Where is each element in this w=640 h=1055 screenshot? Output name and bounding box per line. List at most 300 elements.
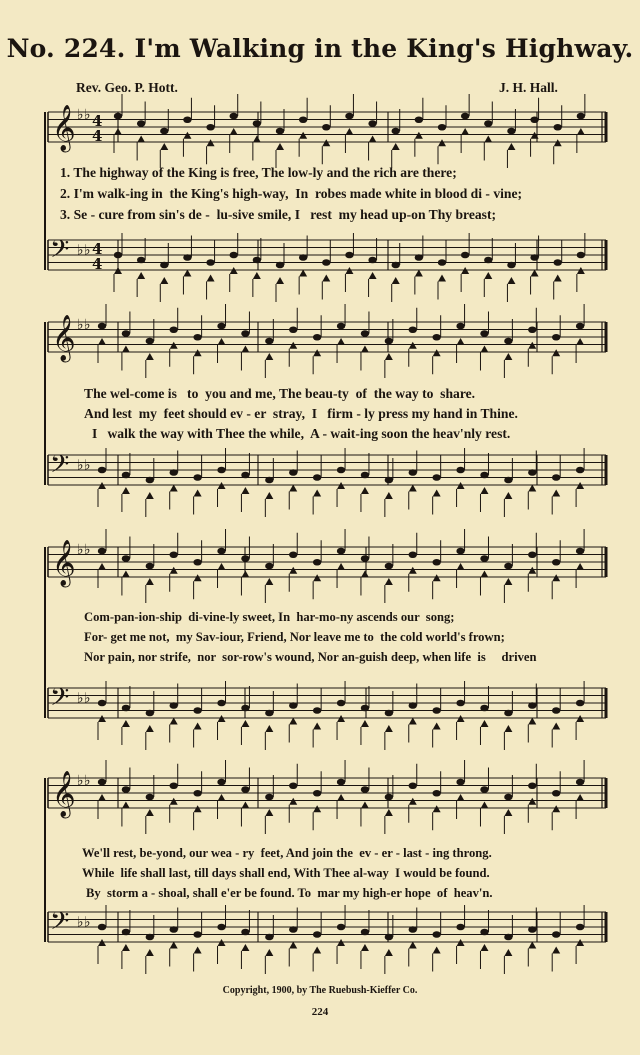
note-head bbox=[576, 779, 584, 786]
flat-icon: ♭ bbox=[84, 106, 91, 123]
note-head bbox=[457, 794, 465, 801]
note-head bbox=[480, 929, 488, 936]
note-head bbox=[504, 353, 512, 360]
treble-clef-icon: 𝄞 bbox=[52, 540, 76, 586]
note-head bbox=[337, 467, 345, 474]
note-head bbox=[146, 725, 154, 732]
note-head bbox=[122, 487, 130, 494]
note-head bbox=[265, 710, 273, 717]
note-head bbox=[480, 472, 488, 479]
note-head bbox=[299, 132, 307, 139]
lyric-line: By storm a - shoal, shall e'er be found. To mar my high-er hope of heav'n. bbox=[86, 886, 493, 900]
note-head bbox=[193, 334, 201, 341]
note-head bbox=[170, 926, 178, 933]
note-head bbox=[146, 338, 154, 345]
lyric-line: We'll rest, be-yond, our wea - ry feet, And join the ev - er - last - ing throng. bbox=[82, 846, 492, 860]
note-head bbox=[433, 574, 441, 581]
note-head bbox=[265, 492, 273, 499]
note-head bbox=[552, 559, 560, 566]
note-head bbox=[160, 128, 168, 135]
note-head bbox=[299, 116, 307, 123]
note-head bbox=[289, 326, 297, 333]
note-head bbox=[146, 492, 154, 499]
note-head bbox=[480, 330, 488, 337]
note-head bbox=[146, 949, 154, 956]
note-head bbox=[122, 555, 130, 562]
note-head bbox=[207, 139, 215, 146]
flat-icon: ♭ bbox=[84, 242, 91, 259]
note-head bbox=[241, 705, 249, 712]
note-head bbox=[276, 277, 284, 284]
note-head bbox=[409, 798, 417, 805]
note-head bbox=[137, 257, 145, 264]
bass-clef-icon: 𝄢 bbox=[50, 450, 70, 485]
note-head bbox=[361, 472, 369, 479]
note-head bbox=[576, 338, 584, 345]
note-head bbox=[409, 926, 417, 933]
note-head bbox=[385, 949, 393, 956]
treble-clef-icon: 𝄞 bbox=[52, 771, 76, 817]
note-head bbox=[265, 353, 273, 360]
note-head bbox=[530, 254, 538, 261]
bass-clef-icon: 𝄢 bbox=[50, 235, 70, 270]
note-head bbox=[122, 346, 130, 353]
flat-icon: ♭ bbox=[77, 457, 84, 474]
note-head bbox=[146, 477, 154, 484]
note-head bbox=[456, 323, 464, 330]
note-head bbox=[368, 257, 376, 264]
note-head bbox=[265, 794, 273, 801]
note-head bbox=[241, 487, 249, 494]
note-head bbox=[438, 124, 446, 131]
note-head bbox=[385, 338, 393, 345]
note-head bbox=[409, 469, 417, 476]
flat-icon: ♭ bbox=[77, 242, 84, 259]
hymn-title: No. 224. I'm Walking in the King's Highway. bbox=[6, 34, 634, 63]
note-head bbox=[504, 809, 512, 816]
note-head bbox=[504, 794, 512, 801]
note-head bbox=[438, 259, 446, 266]
note-head bbox=[385, 563, 393, 570]
lyric-line: While life shall last, till days shall end, With Thee al-way I would be found. bbox=[82, 866, 490, 880]
note-head bbox=[433, 723, 441, 730]
note-head bbox=[554, 275, 562, 282]
note-head bbox=[265, 809, 273, 816]
note-head bbox=[289, 469, 297, 476]
treble-clef-icon: 𝄞 bbox=[52, 315, 76, 361]
note-head bbox=[480, 346, 488, 353]
note-head bbox=[409, 326, 417, 333]
note-head bbox=[289, 551, 297, 558]
note-head bbox=[98, 563, 106, 570]
note-head bbox=[392, 262, 400, 269]
note-head bbox=[337, 700, 345, 707]
note-head bbox=[504, 725, 512, 732]
note-head bbox=[193, 474, 201, 481]
note-head bbox=[409, 567, 417, 574]
note-head bbox=[361, 929, 369, 936]
note-head bbox=[361, 802, 369, 809]
note-head bbox=[170, 326, 178, 333]
time-signature: 4 bbox=[92, 112, 103, 130]
note-head bbox=[552, 574, 560, 581]
note-head bbox=[552, 490, 560, 497]
note-head bbox=[361, 944, 369, 951]
note-head bbox=[183, 116, 191, 123]
note-head bbox=[554, 139, 562, 146]
note-head bbox=[552, 474, 560, 481]
note-head bbox=[217, 323, 225, 330]
note-head bbox=[160, 262, 168, 269]
page-number: 224 bbox=[311, 1006, 329, 1018]
note-head bbox=[146, 353, 154, 360]
note-head bbox=[313, 707, 321, 714]
note-head bbox=[361, 786, 369, 793]
flat-icon: ♭ bbox=[84, 541, 91, 558]
note-head bbox=[552, 790, 560, 797]
note-head bbox=[504, 477, 512, 484]
copyright-notice: Copyright, 1900, by The Ruebush-Kieffer Co. bbox=[222, 985, 418, 996]
note-head bbox=[265, 563, 273, 570]
note-head bbox=[289, 782, 297, 789]
note-head bbox=[552, 334, 560, 341]
note-head bbox=[289, 798, 297, 805]
note-head bbox=[313, 490, 321, 497]
treble-clef-icon: 𝄞 bbox=[52, 105, 76, 151]
note-head bbox=[484, 120, 492, 127]
note-head bbox=[504, 934, 512, 941]
note-head bbox=[385, 353, 393, 360]
time-signature: 4 bbox=[92, 127, 103, 145]
note-head bbox=[480, 786, 488, 793]
note-head bbox=[361, 330, 369, 337]
note-head bbox=[183, 254, 191, 261]
flat-icon: ♭ bbox=[77, 690, 84, 707]
note-head bbox=[146, 578, 154, 585]
note-head bbox=[265, 477, 273, 484]
note-head bbox=[385, 809, 393, 816]
note-head bbox=[456, 700, 464, 707]
note-head bbox=[276, 128, 284, 135]
note-head bbox=[253, 272, 261, 279]
note-head bbox=[337, 323, 345, 330]
note-head bbox=[433, 349, 441, 356]
note-head bbox=[457, 563, 465, 570]
note-head bbox=[504, 492, 512, 499]
note-head bbox=[322, 139, 330, 146]
note-head bbox=[385, 794, 393, 801]
note-head bbox=[507, 128, 515, 135]
note-head bbox=[98, 779, 106, 786]
note-head bbox=[385, 725, 393, 732]
note-head bbox=[345, 252, 353, 259]
note-head bbox=[361, 555, 369, 562]
note-head bbox=[289, 702, 297, 709]
note-head bbox=[170, 567, 178, 574]
flat-icon: ♭ bbox=[77, 541, 84, 558]
note-head bbox=[576, 794, 584, 801]
note-head bbox=[241, 786, 249, 793]
note-head bbox=[433, 490, 441, 497]
note-head bbox=[361, 346, 369, 353]
lyric-line: 1. The highway of the King is free, The low-ly and the rich are there; bbox=[60, 165, 457, 180]
note-head bbox=[265, 949, 273, 956]
note-head bbox=[577, 113, 585, 120]
note-head bbox=[265, 338, 273, 345]
note-head bbox=[507, 262, 515, 269]
note-head bbox=[345, 113, 353, 120]
note-head bbox=[276, 262, 284, 269]
flat-icon: ♭ bbox=[77, 316, 84, 333]
note-head bbox=[337, 779, 345, 786]
note-head bbox=[456, 924, 464, 931]
note-head bbox=[193, 790, 201, 797]
note-head bbox=[122, 571, 130, 578]
note-head bbox=[265, 578, 273, 585]
lyric-line: 3. Se - cure from sin's de - lu-sive smile, I rest my head up-on Thy breast; bbox=[60, 207, 497, 222]
note-head bbox=[432, 559, 440, 566]
note-head bbox=[528, 551, 536, 558]
note-head bbox=[432, 790, 440, 797]
bass-clef-icon: 𝄢 bbox=[50, 683, 70, 718]
note-head bbox=[137, 272, 145, 279]
note-head bbox=[98, 548, 106, 555]
note-head bbox=[576, 323, 584, 330]
note-head bbox=[484, 257, 492, 264]
note-head bbox=[461, 252, 469, 259]
note-head bbox=[122, 786, 130, 793]
note-head bbox=[114, 252, 122, 259]
note-head bbox=[345, 128, 353, 135]
note-head bbox=[392, 128, 400, 135]
note-head bbox=[313, 947, 321, 954]
note-head bbox=[313, 349, 321, 356]
note-head bbox=[98, 700, 106, 707]
note-head bbox=[576, 700, 584, 707]
note-head bbox=[160, 143, 168, 150]
note-head bbox=[194, 574, 202, 581]
note-head bbox=[361, 571, 369, 578]
note-head bbox=[456, 779, 464, 786]
note-head bbox=[552, 805, 560, 812]
note-head bbox=[461, 128, 469, 135]
note-head bbox=[530, 116, 538, 123]
note-head bbox=[241, 929, 249, 936]
note-head bbox=[438, 275, 446, 282]
flat-icon: ♭ bbox=[77, 106, 84, 123]
note-head bbox=[241, 472, 249, 479]
flat-icon: ♭ bbox=[84, 914, 91, 931]
note-head bbox=[218, 338, 226, 345]
note-head bbox=[528, 567, 536, 574]
lyric-line: 2. I'm walk-ing in the King's high-way, In robes made white in blood di - vine; bbox=[60, 186, 523, 201]
note-head bbox=[170, 469, 178, 476]
note-head bbox=[194, 805, 202, 812]
time-signature: 4 bbox=[92, 240, 103, 258]
note-head bbox=[577, 128, 585, 135]
lyric-line: For- get me not, my Sav-iour, Friend, Nor leave me to the cold world's frown; bbox=[84, 630, 505, 644]
note-head bbox=[415, 116, 423, 123]
note-head bbox=[528, 782, 536, 789]
note-head bbox=[241, 944, 249, 951]
note-head bbox=[193, 707, 201, 714]
note-head bbox=[504, 710, 512, 717]
note-head bbox=[528, 342, 536, 349]
note-head bbox=[122, 802, 130, 809]
note-head bbox=[337, 924, 345, 931]
note-head bbox=[385, 477, 393, 484]
note-head bbox=[241, 346, 249, 353]
note-head bbox=[415, 254, 423, 261]
note-head bbox=[313, 723, 321, 730]
lyric-line: Com-pan-ion-ship di-vine-ly sweet, In har-mo-ny ascends our song; bbox=[84, 610, 455, 624]
note-head bbox=[98, 467, 106, 474]
note-head bbox=[98, 338, 106, 345]
note-head bbox=[457, 338, 465, 345]
note-head bbox=[114, 113, 122, 120]
note-head bbox=[146, 563, 154, 570]
note-head bbox=[313, 474, 321, 481]
note-head bbox=[299, 254, 307, 261]
note-head bbox=[552, 707, 560, 714]
bass-clef-icon: 𝄢 bbox=[50, 907, 70, 942]
note-head bbox=[554, 259, 562, 266]
note-head bbox=[528, 798, 536, 805]
note-head bbox=[193, 559, 201, 566]
note-head bbox=[253, 120, 261, 127]
note-head bbox=[432, 707, 440, 714]
note-head bbox=[218, 563, 226, 570]
note-head bbox=[415, 132, 423, 139]
note-head bbox=[98, 924, 106, 931]
note-head bbox=[170, 798, 178, 805]
note-head bbox=[337, 794, 345, 801]
note-head bbox=[276, 143, 284, 150]
lyric-line: The wel-come is to you and me, The beau-ty of the way to share. bbox=[84, 386, 476, 401]
note-head bbox=[122, 472, 130, 479]
note-head bbox=[576, 924, 584, 931]
note-head bbox=[552, 349, 560, 356]
note-head bbox=[217, 700, 225, 707]
note-head bbox=[484, 272, 492, 279]
note-head bbox=[337, 548, 345, 555]
note-head bbox=[480, 555, 488, 562]
note-head bbox=[552, 723, 560, 730]
note-head bbox=[193, 931, 201, 938]
note-head bbox=[385, 578, 393, 585]
note-head bbox=[207, 275, 215, 282]
note-head bbox=[170, 702, 178, 709]
note-head bbox=[241, 330, 249, 337]
note-head bbox=[577, 252, 585, 259]
composer-credit: J. H. Hall. bbox=[499, 80, 558, 95]
note-head bbox=[122, 944, 130, 951]
note-head bbox=[253, 257, 261, 264]
note-head bbox=[392, 277, 400, 284]
note-head bbox=[322, 259, 330, 266]
note-head bbox=[289, 342, 297, 349]
note-head bbox=[385, 492, 393, 499]
note-head bbox=[170, 782, 178, 789]
note-head bbox=[265, 725, 273, 732]
note-head bbox=[409, 782, 417, 789]
note-head bbox=[194, 947, 202, 954]
note-head bbox=[432, 474, 440, 481]
note-head bbox=[409, 342, 417, 349]
note-head bbox=[369, 136, 377, 143]
note-head bbox=[507, 143, 515, 150]
note-head bbox=[504, 563, 512, 570]
note-head bbox=[194, 349, 202, 356]
flat-icon: ♭ bbox=[84, 316, 91, 333]
note-head bbox=[484, 136, 492, 143]
note-head bbox=[289, 926, 297, 933]
note-head bbox=[385, 934, 393, 941]
note-head bbox=[432, 931, 440, 938]
note-head bbox=[241, 571, 249, 578]
flat-icon: ♭ bbox=[84, 772, 91, 789]
note-head bbox=[576, 548, 584, 555]
note-head bbox=[114, 128, 122, 135]
note-head bbox=[528, 702, 536, 709]
note-head bbox=[122, 330, 130, 337]
note-head bbox=[385, 710, 393, 717]
note-head bbox=[122, 705, 130, 712]
note-head bbox=[433, 947, 441, 954]
note-head bbox=[552, 931, 560, 938]
note-head bbox=[576, 467, 584, 474]
note-head bbox=[361, 720, 369, 727]
lyricist-credit: Rev. Geo. P. Hott. bbox=[76, 80, 178, 95]
note-head bbox=[480, 944, 488, 951]
note-head bbox=[369, 272, 377, 279]
flat-icon: ♭ bbox=[84, 457, 91, 474]
note-head bbox=[230, 113, 238, 120]
note-head bbox=[392, 143, 400, 150]
note-head bbox=[480, 571, 488, 578]
note-head bbox=[337, 563, 345, 570]
note-head bbox=[480, 705, 488, 712]
flat-icon: ♭ bbox=[84, 690, 91, 707]
note-head bbox=[146, 794, 154, 801]
note-head bbox=[576, 563, 584, 570]
note-head bbox=[122, 720, 130, 727]
note-head bbox=[206, 259, 214, 266]
lyric-line: I walk the way with Thee the while, A - wait-ing soon the heav'nly rest. bbox=[92, 426, 511, 441]
note-head bbox=[241, 720, 249, 727]
note-head bbox=[528, 469, 536, 476]
note-head bbox=[368, 120, 376, 127]
note-head bbox=[160, 277, 168, 284]
note-head bbox=[217, 924, 225, 931]
note-head bbox=[137, 136, 145, 143]
flat-icon: ♭ bbox=[77, 772, 84, 789]
note-head bbox=[170, 551, 178, 558]
note-head bbox=[409, 551, 417, 558]
note-head bbox=[98, 323, 106, 330]
note-head bbox=[289, 567, 297, 574]
note-head bbox=[122, 929, 130, 936]
note-head bbox=[313, 559, 321, 566]
note-head bbox=[170, 342, 178, 349]
note-head bbox=[528, 926, 536, 933]
note-head bbox=[146, 710, 154, 717]
note-head bbox=[313, 790, 321, 797]
note-head bbox=[432, 334, 440, 341]
note-head bbox=[241, 555, 249, 562]
note-head bbox=[241, 802, 249, 809]
note-head bbox=[361, 705, 369, 712]
